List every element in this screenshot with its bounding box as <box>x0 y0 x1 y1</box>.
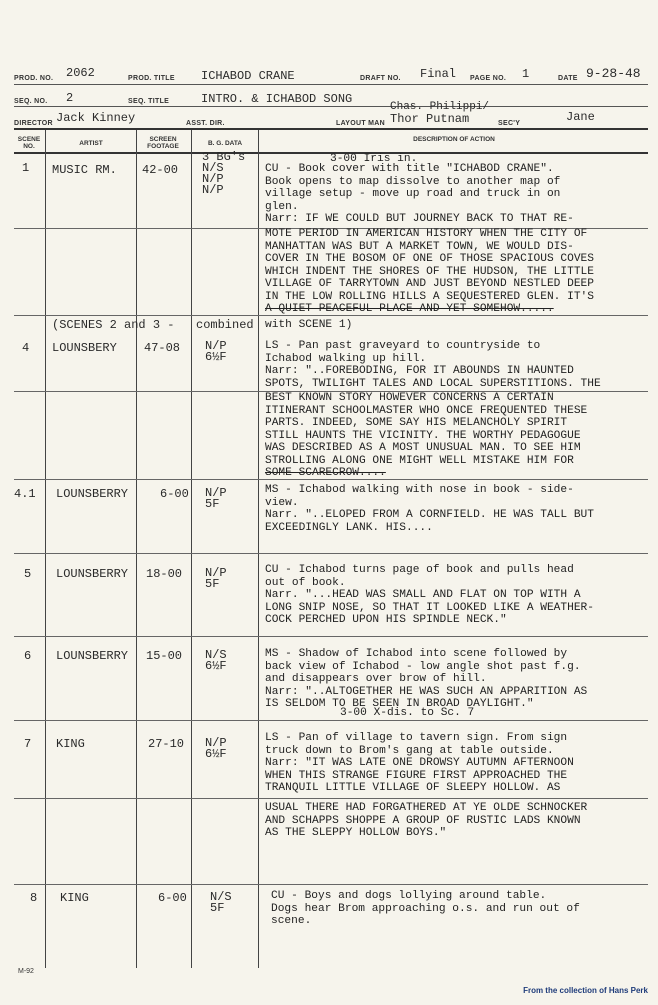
scene-6-dissolve-note: 3-00 X-dis. to Sc. 7 <box>340 707 475 719</box>
col-divider-3 <box>191 130 192 968</box>
scene-8-footage: 6-00 <box>158 891 187 905</box>
scene-4-artist: LOUNSBERY <box>52 341 117 355</box>
scene-5-number: 5 <box>24 567 32 581</box>
seq-title-label: SEQ. TITLE <box>128 98 170 105</box>
scene-1-struck-text: A QUIET PEACEFUL PLACE AND YET SOMEHOW..... <box>265 303 554 315</box>
scene-4-struck-text: SOME SCARECROW.... <box>265 467 386 479</box>
scene-8-description: CU - Boys and dogs lollying around table. Dogs hear Brom approaching o.s. and run out of scene. <box>271 890 580 927</box>
page-no: 1 <box>522 67 530 81</box>
row-rule <box>14 884 648 885</box>
prod-no: 2062 <box>66 66 95 80</box>
col-desc-header: DESCRIPTION OF ACTION <box>413 136 495 143</box>
col-divider-4 <box>258 130 259 968</box>
scene-7-number: 7 <box>24 737 32 751</box>
date-label: DATE <box>558 75 578 82</box>
draft-no-label: DRAFT NO. <box>360 75 401 82</box>
col-divider-1 <box>45 130 46 968</box>
combined-note-a: (SCENES 2 and 3 - <box>52 318 175 332</box>
combined-note-b: combined <box>196 318 254 332</box>
scene-5-description: CU - Ichabod turns page of book and pulls head out of book. Narr. "...HEAD WAS SMALL AND FLAT ON TOP WITH A LONG SNIP NOSE, SO THAT IT LOOKED LIKE A WEATHER- COCK PERCHED UPON HIS SPINDLE NECK." <box>265 564 594 626</box>
scene-1-bg: 3 BG's N/S N/P N/P <box>202 150 246 197</box>
scene-6-footage: 15-00 <box>146 649 183 663</box>
scene-4-1-description: MS - Ichabod walking with nose in book - side- view. Narr. "..ELOPED FROM A CORNFIELD. HE WAS TALL BUT EXCEEDINGLY LANK. HIS.... <box>265 484 594 534</box>
prod-title: ICHABOD CRANE <box>201 69 295 83</box>
scene-4-number: 4 <box>22 341 30 355</box>
scene-1-artist: MUSIC RM. <box>52 163 117 177</box>
col-artist-header: ARTIST <box>79 140 103 147</box>
scene-4-description-cont: BEST KNOWN STORY HOWEVER CONCERNS A CERTAIN ITINERANT SCHOOLMASTER WHO ONCE FREQUENTED THESE PARTS. INDEED, SOME SAY HIS MELANCHOLY SPIRIT STILL HAUNTS THE VICINITY. THE WORTHY PEDAGOGUE WAS DESCRIBED AS A MOST UNUSUAL MAN. TO SEE HIM STROLLING ALONG ONE MIGHT WELL MISTAKE HIM FOR <box>265 392 588 467</box>
secy-label: SEC'Y <box>498 120 521 127</box>
col-bg-header: B. G. DATA <box>207 140 243 147</box>
scene-6-bg: N/S 6½F <box>205 648 227 673</box>
form-number: M-92 <box>18 968 34 975</box>
director-label: DIRECTOR <box>14 120 53 127</box>
scene-1-number: 1 <box>22 161 30 175</box>
scene-4-1-bg: N/P 5F <box>205 486 227 511</box>
combined-note-c: with SCENE 1) <box>265 319 353 331</box>
row-rule <box>14 315 648 316</box>
scene-7-description-cont: USUAL THERE HAD FORGATHERED AT YE OLDE SCHNOCKER AND SCHAPPS SHOPPE A GROUP OF RUSTIC LADS KNOWN AS THE SLEPPY HOLLOW BOYS." <box>265 802 588 839</box>
col-scene-header: SCENE NO. <box>17 136 41 150</box>
header-rule-3 <box>14 128 648 130</box>
seq-no-label: SEQ. NO. <box>14 98 48 105</box>
row-rule <box>14 479 648 480</box>
scene-1-description-cont: MOTE PERIOD IN AMERICAN HISTORY WHEN THE CITY OF MANHATTAN WAS BUT A MARKET TOWN, WE WOULD DIS- COVER IN THE BOSOM OF ONE OF THOSE SPACIOUS COVES WHICH INDENT THE SHORES OF THE HUDSON, THE LITTLE VILLAGE OF TARRYTOWN AND JUST BEYOND NESTLED DEEP IN THE LOW ROLLING HILLS A SEQUESTERED GLEN. IT'S <box>265 228 594 303</box>
scene-7-footage: 27-10 <box>148 737 185 751</box>
prod-title-label: PROD. TITLE <box>128 75 175 82</box>
scene-8-artist: KING <box>60 891 89 905</box>
header-rule-1 <box>14 84 648 85</box>
seq-no: 2 <box>66 91 74 105</box>
scene-4-1-footage: 6-00 <box>160 487 189 501</box>
layout-man-line1: Chas. Philippi/ <box>390 101 490 113</box>
prod-no-label: PROD. NO. <box>14 75 54 82</box>
scene-5-bg: N/P 5F <box>205 566 227 591</box>
date: 9-28-48 <box>586 66 641 81</box>
scene-7-description: LS - Pan of village to tavern sign. From sign truck down to Brom's gang at table outside. Narr: "IT WAS LATE ONE DROWSY AUTUMN AFTERNOON WHEN THIS STRANGE FIGURE FIRST APPROACHED THE TRANQUIL LITTLE VILLAGE OF SLEEPY HOLLOW. AS <box>265 732 574 794</box>
scene-7-bg: N/P 6½F <box>205 736 227 761</box>
layout-man-label: LAYOUT MAN <box>336 120 386 127</box>
scene-1-description: CU - Book cover with title "ICHABOD CRANE". Book opens to map dissolve to another map of village setup - move up road and truck in on glen. Narr: IF WE COULD BUT JOURNEY BACK TO THAT RE- <box>265 163 574 225</box>
row-rule <box>14 720 648 721</box>
draft-no: Final <box>420 67 457 81</box>
scene-4-1-number: 4.1 <box>14 487 36 501</box>
scene-8-number: 8 <box>30 891 38 905</box>
scene-4-bg: N/P 6½F <box>205 339 227 364</box>
col-footage-header: SCREEN FOOTAGE <box>147 136 179 150</box>
scene-1-footage: 42-00 <box>142 163 179 177</box>
scene-4-1-artist: LOUNSBERRY <box>56 487 129 501</box>
row-rule <box>14 553 648 554</box>
scene-6-number: 6 <box>24 649 32 663</box>
collection-credit: From the collection of Hans Perk <box>523 986 648 995</box>
scene-4-footage: 47-08 <box>144 341 181 355</box>
director: Jack Kinney <box>56 111 136 125</box>
scene-7-continuation-rule <box>14 798 648 799</box>
secy: Jane <box>566 110 595 124</box>
scene-7-artist: KING <box>56 737 85 751</box>
scene-5-artist: LOUNSBERRY <box>56 567 129 581</box>
seq-title: INTRO. & ICHABOD SONG <box>201 92 353 106</box>
col-divider-2 <box>136 130 137 968</box>
asst-dir-label: ASST. DIR. <box>186 120 225 127</box>
row-rule <box>14 636 648 637</box>
scene-8-bg: N/S 5F <box>210 890 232 915</box>
scene-5-footage: 18-00 <box>146 567 183 581</box>
header-rule-2 <box>14 106 648 107</box>
page-no-label: PAGE NO. <box>470 75 507 82</box>
scene-1-iris-note: 3-00 Iris in. <box>330 153 418 165</box>
scene-6-description: MS - Shadow of Ichabod into scene followed by back view of Ichabod - low angle shot past f.g. and disappears over brow of hill. Narr: "..ALTOGETHER HE WAS SUCH AN APPARITION AS IS SELDOM TO BE SEEN IN BROAD DAYLIGHT." <box>265 648 588 710</box>
scene-6-artist: LOUNSBERRY <box>56 649 129 663</box>
layout-man-line2: Thor Putnam <box>390 112 470 126</box>
scene-4-description: LS - Pan past graveyard to countryside to Ichabod walking up hill. Narr: "..FOREBODING, FOR IT ABOUNDS IN HAUNTED SPOTS, TWILIGHT TALES AND LOCAL SUPERSTITIONS. THE <box>265 340 601 390</box>
